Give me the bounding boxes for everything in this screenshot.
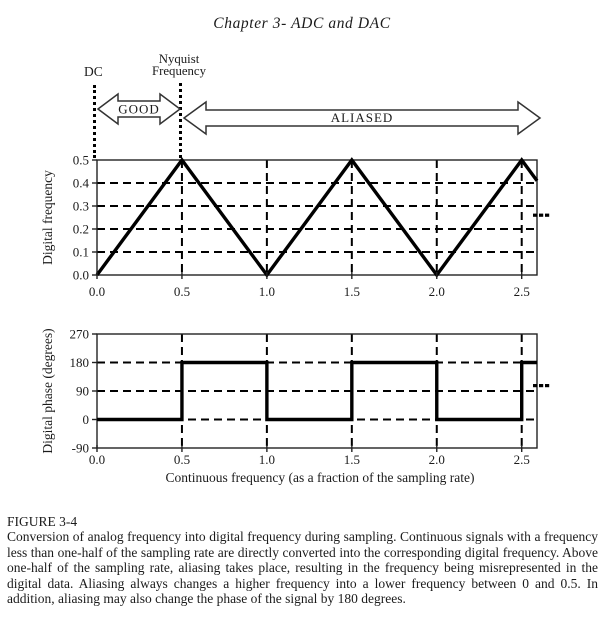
digital-frequency-chart: [0, 140, 604, 305]
y-tick-label: 0.5: [72, 152, 89, 168]
good-arrow-label: GOOD: [118, 101, 160, 117]
signal-line: [97, 160, 537, 275]
digital-phase-chart: [0, 310, 604, 490]
figure-caption: Conversion of analog frequency into digital frequency during sampling. Continuous signals with a frequency less than one-half of the sampling rate are directly converted into the corresponding digital frequency. Above one-half of the sampling rate, aliasing takes place, resulting in the frequency being misrepresented in the digital data. Aliasing always changes a higher frequency into a lower frequency between 0 and 0.5. In addition, aliasing may also change the phase of the signal by 180 degrees.: [7, 529, 598, 607]
nyquist-frequency-label: [142, 53, 216, 77]
x-tick-label: 1.0: [258, 452, 276, 467]
x-tick-label: 0.5: [173, 452, 191, 467]
x-axis-label: Continuous frequency (as a fraction of the sampling rate): [165, 470, 475, 485]
y-tick-label: 0.3: [72, 198, 89, 214]
page-title: Chapter 3- ADC and DAC: [213, 15, 391, 32]
aliased-range-arrow: [183, 98, 543, 138]
nyquist-label-line1: Nyquist: [158, 52, 200, 66]
y-tick-label: 0.1: [72, 244, 89, 260]
y-tick-label: 90: [76, 383, 89, 399]
y-tick-label: 0.0: [72, 267, 89, 283]
y-tick-label: -90: [71, 440, 89, 456]
y-tick-label: 270: [69, 326, 89, 342]
plot-border: [97, 160, 537, 275]
y-axis-label: Digital frequency: [40, 170, 55, 265]
y-tick-label: 180: [69, 355, 89, 370]
x-tick-label: 1.0: [258, 284, 276, 299]
continuation-dots: [533, 214, 537, 217]
x-tick-label: 0.0: [88, 284, 106, 299]
continuation-dots: [533, 384, 537, 387]
continuation-dots: [539, 214, 543, 217]
x-tick-label: 2.5: [513, 284, 530, 299]
continuation-dots: [539, 384, 543, 387]
x-tick-label: 2.0: [428, 284, 445, 299]
x-tick-label: 1.5: [343, 284, 360, 299]
continuation-dots: [545, 384, 549, 387]
x-tick-label: 0.5: [173, 284, 191, 299]
y-axis-label: Digital phase (degrees): [40, 328, 55, 454]
figure-label: FIGURE 3-4: [7, 514, 78, 529]
y-tick-label: 0: [82, 412, 89, 427]
x-tick-label: 2.0: [428, 452, 445, 467]
y-tick-label: 0.2: [72, 221, 89, 237]
nyquist-label-line2: Frequency: [151, 64, 206, 78]
y-tick-label: 0.4: [72, 175, 89, 191]
good-range-arrow: [97, 91, 183, 127]
x-tick-label: 0.0: [88, 452, 106, 467]
dc-label: DC: [84, 64, 103, 79]
x-tick-label: 2.5: [513, 452, 530, 467]
aliased-arrow-label: ALIASED: [330, 110, 394, 125]
x-tick-label: 1.5: [343, 452, 360, 467]
continuation-dots: [545, 214, 549, 217]
